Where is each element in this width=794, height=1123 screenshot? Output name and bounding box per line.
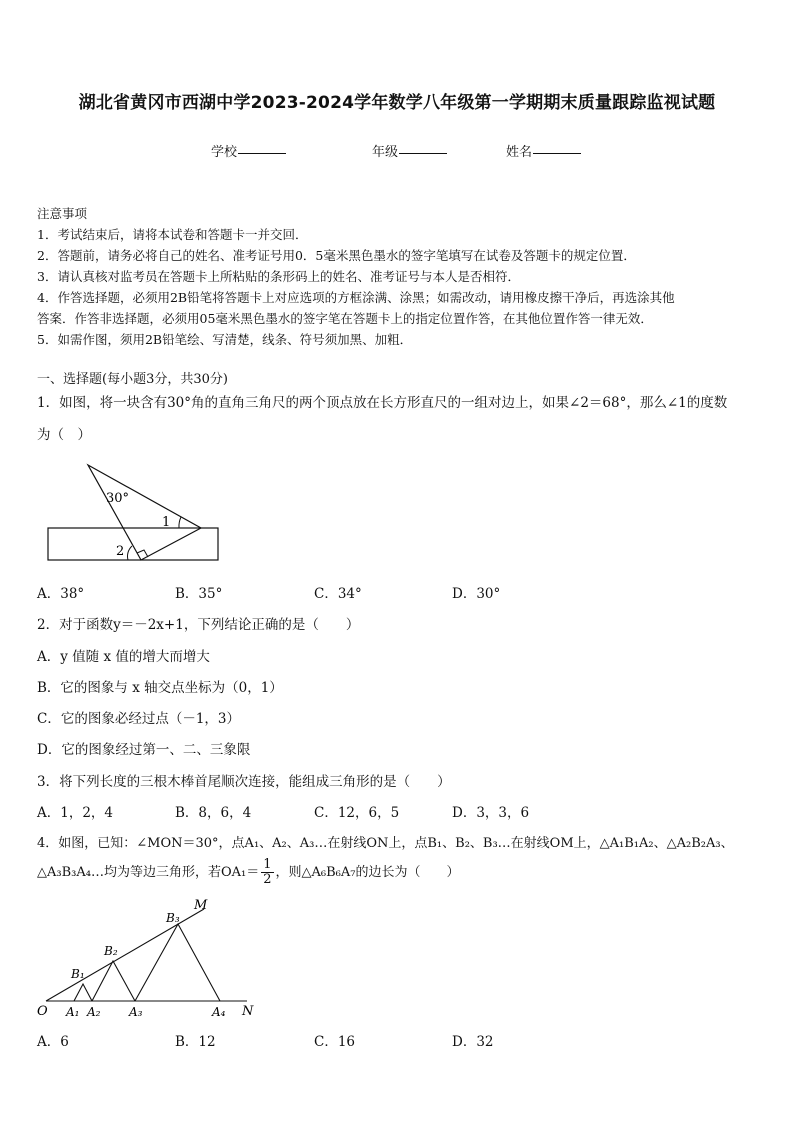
label-A1: A₁ — [66, 1005, 80, 1019]
q3-option-b[interactable]: B．8，6，4 — [175, 805, 252, 821]
name-field[interactable] — [506, 141, 532, 160]
question-4-line2-end: ，则△A₆B₆A₇的边长为（ ） — [275, 865, 460, 880]
q4-option-b[interactable]: B．12 — [175, 1034, 216, 1050]
name-blank[interactable] — [533, 141, 581, 154]
grade-blank[interactable] — [399, 141, 447, 154]
question-2-stem: 2．对于函数y＝－2x+1，下列结论正确的是（ ） — [37, 617, 360, 633]
q2-option-a[interactable]: A．y 值随 x 值的增大而增大 — [37, 649, 210, 665]
q1-option-a[interactable]: A．38° — [37, 586, 85, 602]
question-1-stem — [37, 393, 762, 445]
notice-section — [37, 203, 762, 350]
question-1-figure — [44, 460, 224, 566]
fraction-numerator: 1 — [263, 857, 272, 872]
triangle-A1B1A2 — [74, 984, 92, 1001]
q4-option-c[interactable]: C．16 — [314, 1034, 356, 1050]
label-A2: A₂ — [87, 1005, 101, 1019]
question-4-figure — [34, 895, 264, 1025]
label-A4: A₄ — [212, 1005, 226, 1019]
label-B1: B₁ — [71, 967, 85, 981]
label-O: O — [37, 1004, 48, 1019]
label-angle-2: 2 — [116, 544, 125, 559]
school-field[interactable] — [211, 141, 237, 160]
question-4-line2 — [37, 858, 459, 887]
ray-OM — [46, 909, 204, 1001]
school-blank[interactable] — [238, 141, 286, 154]
question-4-line1: 4．如图，已知：∠MON＝30°，点A₁、A₂、A₃…在射线ON上，点B₁、B₂、B₃…在射线OM上，△A₁B₁A₂、△A₂B₂A₃、 — [37, 836, 734, 851]
triangle-A3B3A4 — [135, 924, 220, 1001]
q2-option-d[interactable]: D．它的图象经过第一、二、三象限 — [37, 742, 251, 758]
q4-option-d[interactable]: D．32 — [452, 1034, 494, 1050]
triangle-A2B2A3 — [92, 961, 135, 1001]
label-30-degree: 30° — [106, 491, 130, 506]
q4-option-a[interactable]: A．6 — [37, 1034, 69, 1050]
question-3-stem: 3．将下列长度的三根木棒首尾顺次连接，能组成三角形的是（ ） — [37, 774, 451, 790]
notice-item: 3．请认真核对监考员在答题卡上所粘贴的条形码上的姓名、准考证号与本人是否相符． — [37, 269, 520, 284]
q2-option-b[interactable]: B．它的图象与 x 轴交点坐标为（0，1） — [37, 680, 283, 696]
label-B2: B₂ — [104, 944, 118, 958]
label-B3: B₃ — [166, 911, 180, 925]
question-1-line1: 1．如图，将一块含有30°角的直角三角尺的两个顶点放在长方形直尺的一组对边上，如果∠2＝68°，那么∠1的度数 — [37, 395, 728, 411]
notice-item: 2．答题前，请务必将自己的姓名、准考证号用0．5毫米黑色墨水的签字笔填写在试卷及答题卡的规定位置． — [37, 248, 636, 263]
page-title: 湖北省黄冈市西湖中学2023-2024学年数学八年级第一学期期末质量跟踪监视试题 — [78, 93, 716, 113]
question-1-line2: 为（ ） — [37, 427, 91, 443]
angle-2-arc — [127, 546, 132, 560]
label-N: N — [242, 1004, 254, 1019]
q1-option-d[interactable]: D．30° — [452, 586, 501, 602]
label-angle-1: 1 — [162, 515, 171, 530]
notice-item: 4．作答选择题，必须用2B铅笔将答题卡上对应选项的方框涂满、涂黑；如需改动，请用橡皮擦干净后，再选涂其他 — [37, 290, 675, 305]
q3-option-d[interactable]: D．3，3，6 — [452, 805, 530, 821]
notice-item: 答案．作答非选择题，必须用05毫米黑色墨水的签字笔在答题卡上的指定位置作答，在其他位置作答一律无效． — [37, 311, 653, 326]
q3-option-c[interactable]: C．12，6，5 — [314, 805, 400, 821]
fraction-denominator: 2 — [263, 872, 272, 887]
notice-item: 1．考试结束后，请将本试卷和答题卡一并交回． — [37, 227, 308, 242]
question-4-line2-start: △A₃B₃A₄…均为等边三角形，若OA₁＝ — [37, 865, 260, 880]
label-A3: A₃ — [129, 1005, 143, 1019]
grade-label: 年级 — [372, 145, 399, 160]
q3-option-a[interactable]: A．1，2，4 — [37, 805, 114, 821]
label-M: M — [194, 898, 208, 913]
q1-option-c[interactable]: C．34° — [314, 586, 362, 602]
notice-heading: 注意事项 — [37, 206, 88, 221]
triangle-ruler — [88, 465, 201, 560]
fraction-one-half — [261, 858, 273, 887]
school-label: 学校 — [211, 145, 238, 160]
section-heading: 一、选择题(每小题3分，共30分) — [37, 372, 228, 387]
q2-option-c[interactable]: C．它的图象必经过点（－1，3） — [37, 711, 241, 727]
angle-1-arc — [179, 517, 181, 528]
q1-option-b[interactable]: B．35° — [175, 586, 223, 602]
grade-field[interactable] — [372, 141, 398, 160]
notice-item: 5．如需作图，须用2B铅笔绘、写清楚，线条、符号须加黑、加粗． — [37, 332, 413, 347]
name-label: 姓名 — [506, 145, 533, 160]
